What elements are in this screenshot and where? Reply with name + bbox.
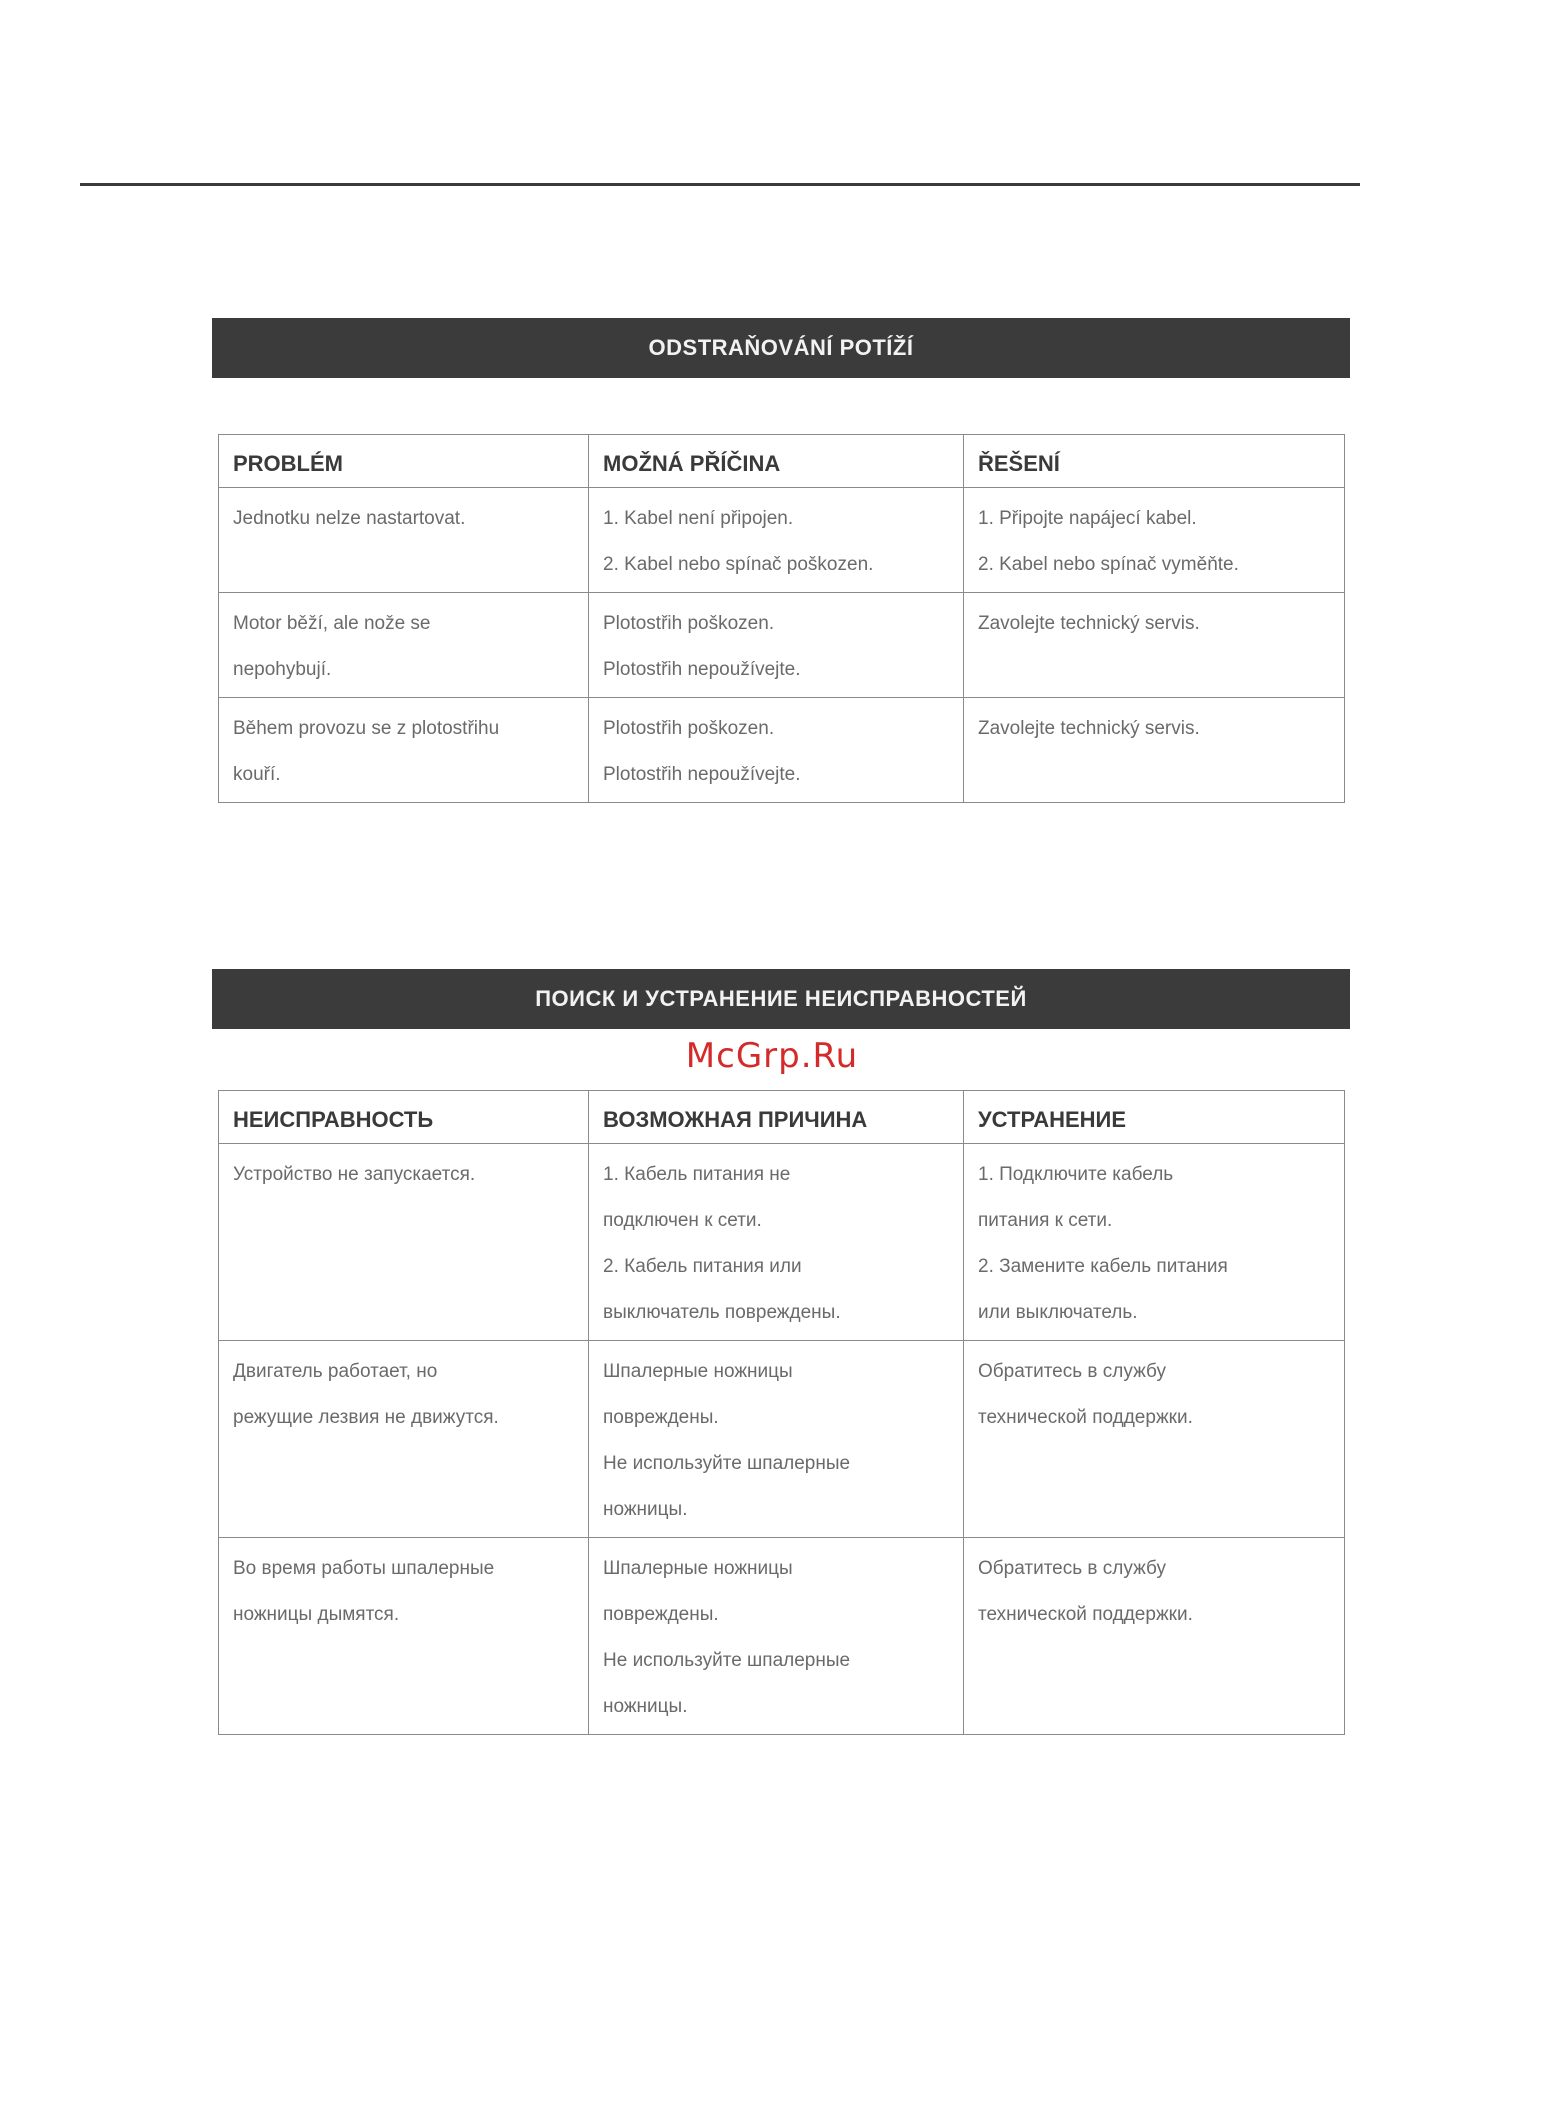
- problem-cell: [219, 1538, 589, 1735]
- cell-text: Не используйте шпалерные: [603, 1453, 851, 1474]
- cell-text: Motor běží, ale nože se: [233, 613, 431, 634]
- column-header-solution: УСТРАНЕНИЕ: [964, 1091, 1345, 1144]
- table-header-row: [219, 1091, 1345, 1144]
- cell-text: Обратитесь в службу: [978, 1558, 1166, 1579]
- cell-text: 1. Кабель питания не: [603, 1164, 791, 1185]
- cause-cell: [589, 1144, 964, 1341]
- cell-text: технической поддержки.: [978, 1604, 1193, 1625]
- cause-cell: [589, 698, 964, 803]
- cell-text: Plotostřih nepoužívejte.: [603, 659, 801, 680]
- table-row: [219, 593, 1345, 698]
- table-row: [219, 1144, 1345, 1341]
- table-row: [219, 488, 1345, 593]
- problem-cell: [219, 488, 589, 593]
- table-row: [219, 1538, 1345, 1735]
- cell-text: или выключатель.: [978, 1302, 1138, 1323]
- cell-text: 2. Замените кабель питания: [978, 1256, 1228, 1277]
- table-header-row: [219, 435, 1345, 488]
- solution-cell: [964, 593, 1345, 698]
- cell-text: подключен к сети.: [603, 1210, 762, 1231]
- cell-text: Plotostřih nepoužívejte.: [603, 764, 801, 785]
- cell-text: повреждены.: [603, 1604, 719, 1625]
- troubleshooting-table-czech: [218, 434, 1345, 803]
- solution-cell: [964, 1538, 1345, 1735]
- cell-text: nepohybují.: [233, 659, 332, 680]
- cell-text: Обратитесь в службу: [978, 1361, 1166, 1382]
- cell-text: 2. Kabel nebo spínač vyměňte.: [978, 554, 1239, 575]
- cell-text: 1. Подключите кабель: [978, 1164, 1174, 1185]
- cause-cell: [589, 1341, 964, 1538]
- cell-text: ножницы дымятся.: [233, 1604, 400, 1625]
- cell-text: ножницы.: [603, 1499, 688, 1520]
- cell-text: 2. Кабель питания или: [603, 1256, 802, 1277]
- cell-text: Zavolejte technický servis.: [978, 613, 1200, 634]
- solution-cell: [964, 1144, 1345, 1341]
- cell-text: Jednotku nelze nastartovat.: [233, 508, 466, 529]
- cell-text: Plotostřih poškozen.: [603, 718, 775, 739]
- section-title-czech: ODSTRAŇOVÁNÍ POTÍŽÍ: [212, 318, 1350, 378]
- cell-text: Plotostřih poškozen.: [603, 613, 775, 634]
- table-row: [219, 1341, 1345, 1538]
- section-title-russian: ПОИСК И УСТРАНЕНИЕ НЕИСПРАВНОСТЕЙ: [212, 969, 1350, 1029]
- cell-text: питания к сети.: [978, 1210, 1113, 1231]
- cell-text: Устройство не запускается.: [233, 1164, 476, 1185]
- cause-cell: [589, 488, 964, 593]
- solution-cell: [964, 1341, 1345, 1538]
- problem-cell: [219, 593, 589, 698]
- cause-cell: [589, 593, 964, 698]
- cell-text: Шпалерные ножницы: [603, 1361, 793, 1382]
- cell-text: Zavolejte technický servis.: [978, 718, 1200, 739]
- cell-text: Během provozu se z plotostřihu: [233, 718, 500, 739]
- column-header-solution: ŘEŠENÍ: [964, 435, 1345, 488]
- cell-text: Двигатель работает, но: [233, 1361, 438, 1382]
- problem-cell: [219, 698, 589, 803]
- cell-text: повреждены.: [603, 1407, 719, 1428]
- problem-cell: [219, 1341, 589, 1538]
- cell-text: выключатель повреждены.: [603, 1302, 841, 1323]
- solution-cell: [964, 698, 1345, 803]
- watermark-text: McGrp.Ru: [685, 1036, 859, 1076]
- cell-text: технической поддержки.: [978, 1407, 1193, 1428]
- cell-text: Во время работы шпалерные: [233, 1558, 495, 1579]
- cell-text: ножницы.: [603, 1696, 688, 1717]
- solution-cell: [964, 488, 1345, 593]
- cell-text: kouří.: [233, 764, 281, 785]
- troubleshooting-table-russian: [218, 1090, 1345, 1735]
- cell-text: Шпалерные ножницы: [603, 1558, 793, 1579]
- cell-text: 1. Připojte napájecí kabel.: [978, 508, 1197, 529]
- problem-cell: [219, 1144, 589, 1341]
- top-divider: [80, 183, 1360, 186]
- column-header-problem: НЕИСПРАВНОСТЬ: [219, 1091, 589, 1144]
- cell-text: 2. Kabel nebo spínač poškozen.: [603, 554, 874, 575]
- cell-text: 1. Kabel není připojen.: [603, 508, 794, 529]
- table-row: [219, 698, 1345, 803]
- column-header-cause: ВОЗМОЖНАЯ ПРИЧИНА: [589, 1091, 964, 1144]
- cell-text: режущие лезвия не движутся.: [233, 1407, 499, 1428]
- cause-cell: [589, 1538, 964, 1735]
- column-header-cause: MOŽNÁ PŘÍČINA: [589, 435, 964, 488]
- column-header-problem: PROBLÉM: [219, 435, 589, 488]
- cell-text: Не используйте шпалерные: [603, 1650, 851, 1671]
